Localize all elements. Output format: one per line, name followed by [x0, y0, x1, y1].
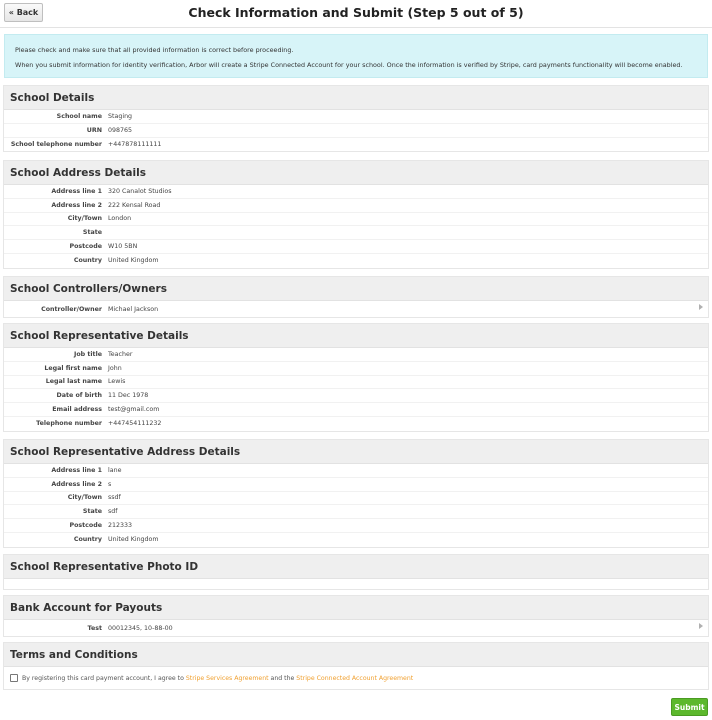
field-value: John: [108, 364, 122, 372]
section-title: Terms and Conditions: [4, 643, 708, 667]
detail-row: [4, 110, 708, 124]
section-title: School Representative Details: [4, 324, 708, 348]
detail-row: [4, 403, 708, 417]
field-label: Address line 2: [51, 201, 102, 209]
detail-row: [4, 505, 708, 519]
section-title: School Representative Address Details: [4, 440, 708, 464]
page-title: Check Information and Submit (Step 5 out of 5): [188, 5, 524, 20]
back-button[interactable]: « Back: [4, 3, 43, 22]
detail-row: [4, 389, 708, 403]
field-label: Legal first name: [44, 364, 102, 372]
field-label: School name: [56, 112, 102, 120]
detail-row: [4, 254, 708, 268]
field-label: Postcode: [69, 243, 102, 251]
detail-row: [4, 533, 708, 547]
section-title: School Representative Photo ID: [4, 555, 708, 579]
detail-row: [4, 478, 708, 492]
submit-button[interactable]: Submit: [671, 698, 708, 716]
field-value: London: [108, 215, 132, 223]
photo-id-section: [3, 554, 709, 590]
detail-row: [4, 199, 708, 213]
detail-row: [4, 138, 708, 152]
field-label: Controller/Owner: [41, 305, 102, 313]
field-label: URN: [86, 126, 102, 134]
field-value: s: [108, 480, 112, 488]
representative-address-section: [3, 439, 709, 548]
stripe-services-agreement-link[interactable]: Stripe Services Agreement: [185, 674, 269, 682]
field-label: Job title: [74, 350, 102, 358]
terms-section: [3, 642, 709, 690]
school-details-section: [3, 85, 709, 152]
field-label: Email address: [52, 406, 102, 414]
info-notice: [4, 34, 708, 78]
terms-row: [4, 667, 708, 689]
field-label: Country: [73, 536, 102, 544]
bank-account-section: [3, 595, 709, 637]
detail-row: [4, 464, 708, 478]
controller-row[interactable]: [4, 301, 708, 317]
terms-text: [22, 675, 413, 682]
detail-row: [4, 185, 708, 199]
detail-row: [4, 124, 708, 138]
field-value: +447454111232: [108, 420, 162, 428]
terms-text-middle: and the: [268, 674, 297, 682]
field-label: Test: [87, 624, 102, 632]
representative-section: [3, 323, 709, 432]
notice-line-2: When you submit information for identity verification, Arbor will create a Stripe Connected Account for your school. Once the information is verified by Stripe, card payments functionality will become enabled.: [15, 61, 683, 69]
field-label: Address line 1: [51, 466, 102, 474]
field-value: Michael Jackson: [108, 305, 159, 313]
empty-row: [4, 579, 708, 589]
detail-row: [4, 492, 708, 506]
terms-checkbox[interactable]: [10, 674, 18, 682]
detail-row: [4, 376, 708, 390]
chevron-right-icon[interactable]: [699, 304, 703, 310]
field-value: 11 Dec 1978: [108, 392, 149, 400]
field-value: sdf: [108, 508, 118, 516]
controllers-section: [3, 276, 709, 318]
field-value: 00012345, 10-88-00: [108, 624, 173, 632]
field-value: United Kingdom: [108, 257, 159, 265]
terms-text-before: By registering this card payment account, I agree to: [22, 674, 186, 682]
field-value: 212333: [108, 522, 133, 530]
school-address-section: [3, 160, 709, 269]
section-title: School Details: [4, 86, 708, 110]
field-label: Country: [73, 257, 102, 265]
section-title: School Controllers/Owners: [4, 277, 708, 301]
field-value: 098765: [108, 126, 133, 134]
field-value: 320 Canalot Studios: [108, 187, 172, 195]
field-label: Address line 1: [51, 187, 102, 195]
top-bar: [0, 0, 712, 28]
field-label: State: [82, 508, 102, 516]
field-label: School telephone number: [10, 140, 102, 148]
detail-row: [4, 348, 708, 362]
field-value: Lewis: [108, 378, 126, 386]
stripe-connected-account-agreement-link[interactable]: Stripe Connected Account Agreement: [296, 674, 414, 682]
field-value: 222 Kensal Road: [108, 201, 161, 209]
section-title: School Address Details: [4, 161, 708, 185]
chevron-right-icon[interactable]: [699, 623, 703, 629]
bank-account-row[interactable]: [4, 620, 708, 636]
field-value: test@gmail.com: [108, 406, 160, 414]
field-label: Telephone number: [36, 420, 102, 428]
detail-row: [4, 240, 708, 254]
field-label: Date of birth: [56, 392, 102, 400]
field-value: Teacher: [108, 350, 133, 358]
field-label: State: [82, 229, 102, 237]
field-label: City/Town: [67, 494, 102, 502]
field-value: Staging: [108, 112, 133, 120]
field-value: United Kingdom: [108, 536, 159, 544]
field-value: W10 5BN: [108, 243, 138, 251]
field-value: ssdf: [108, 494, 121, 502]
section-title: Bank Account for Payouts: [4, 596, 708, 620]
field-label: Postcode: [69, 522, 102, 530]
field-label: City/Town: [67, 215, 102, 223]
field-value: lane: [108, 466, 122, 474]
notice-line-1: Please check and make sure that all provided information is correct before proceeding.: [15, 46, 294, 54]
field-label: Legal last name: [45, 378, 102, 386]
field-value: +447878111111: [108, 140, 162, 148]
detail-row: [4, 519, 708, 533]
detail-row: [4, 213, 708, 227]
field-label: Address line 2: [51, 480, 102, 488]
detail-row: [4, 226, 708, 240]
detail-row: [4, 362, 708, 376]
detail-row: [4, 417, 708, 431]
